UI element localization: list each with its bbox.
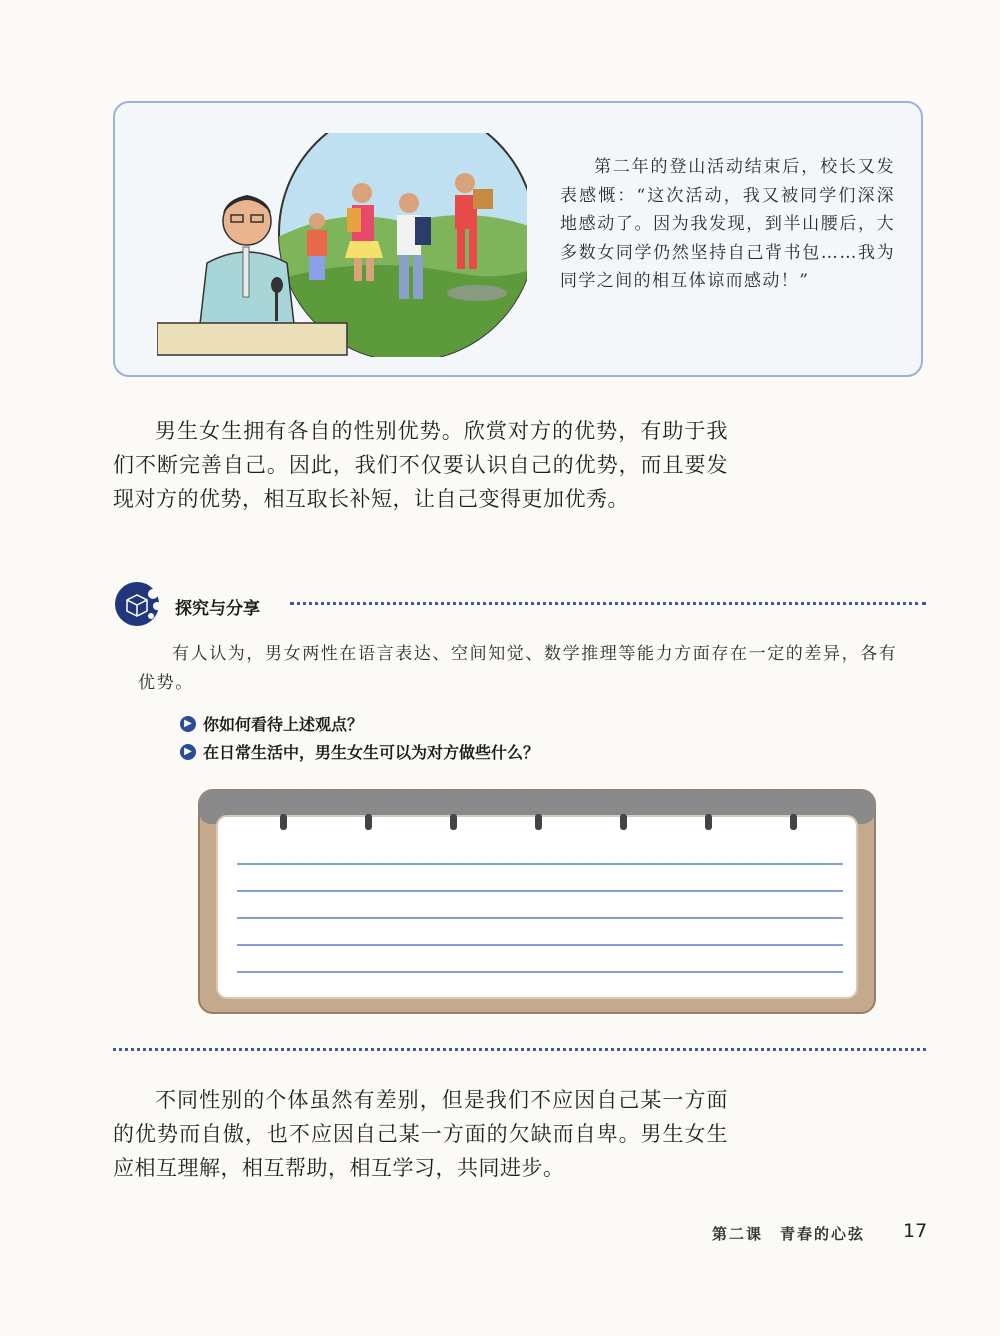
body-paragraph-1: 男生女生拥有各自的性别优势。欣赏对方的优势，有助于我们不断完善自己。因此，我们不仅要认识自己的优势，而且要发现对方的优势，相互取长补短，让自己变得更加优秀。 [113,419,728,511]
body-paragraph-2: 不同性别的个体虽然有差别，但是我们不应因自己某一方面的优势而自傲，也不应因自己某一方面的欠缺而自卑。男生女生应相互理解，相互帮助，相互学习，共同进步。 [113,1088,728,1180]
question-item [180,740,539,763]
explore-text: 有人认为，男女两性在语言表达、空间知觉、数学推理等能力方面存在一定的差异，各有优势。 [138,644,898,693]
footer-lesson-title: 第二课 青春的心弦 [712,1225,866,1243]
question-text: 在日常生活中，男生女生可以为对方做些什么？ [203,743,540,762]
chevron-circle-icon: ▶ [180,716,196,732]
question-text: 你如何看待上述观点？ [203,715,364,734]
cube-molecule-icon [113,580,165,628]
page-number: 17 [903,1220,928,1242]
question-item [180,712,363,735]
answer-notebook[interactable] [197,788,877,1015]
principal-hiking-illustration [157,133,527,357]
section-title: 探究与分享 [175,599,260,619]
story-text: 第二年的登山活动结束后，校长又发表感慨：“这次活动，我又被同学们深深地感动了。因为我发现，到半山腰后，大多数女同学仍然坚持自己背书包……我为同学之间的相互体谅而感动！” [560,157,895,291]
chevron-circle-icon: ▶ [180,744,196,760]
dotted-divider-bottom [113,1048,926,1051]
story-box [113,101,923,377]
dotted-divider-top [290,602,926,605]
